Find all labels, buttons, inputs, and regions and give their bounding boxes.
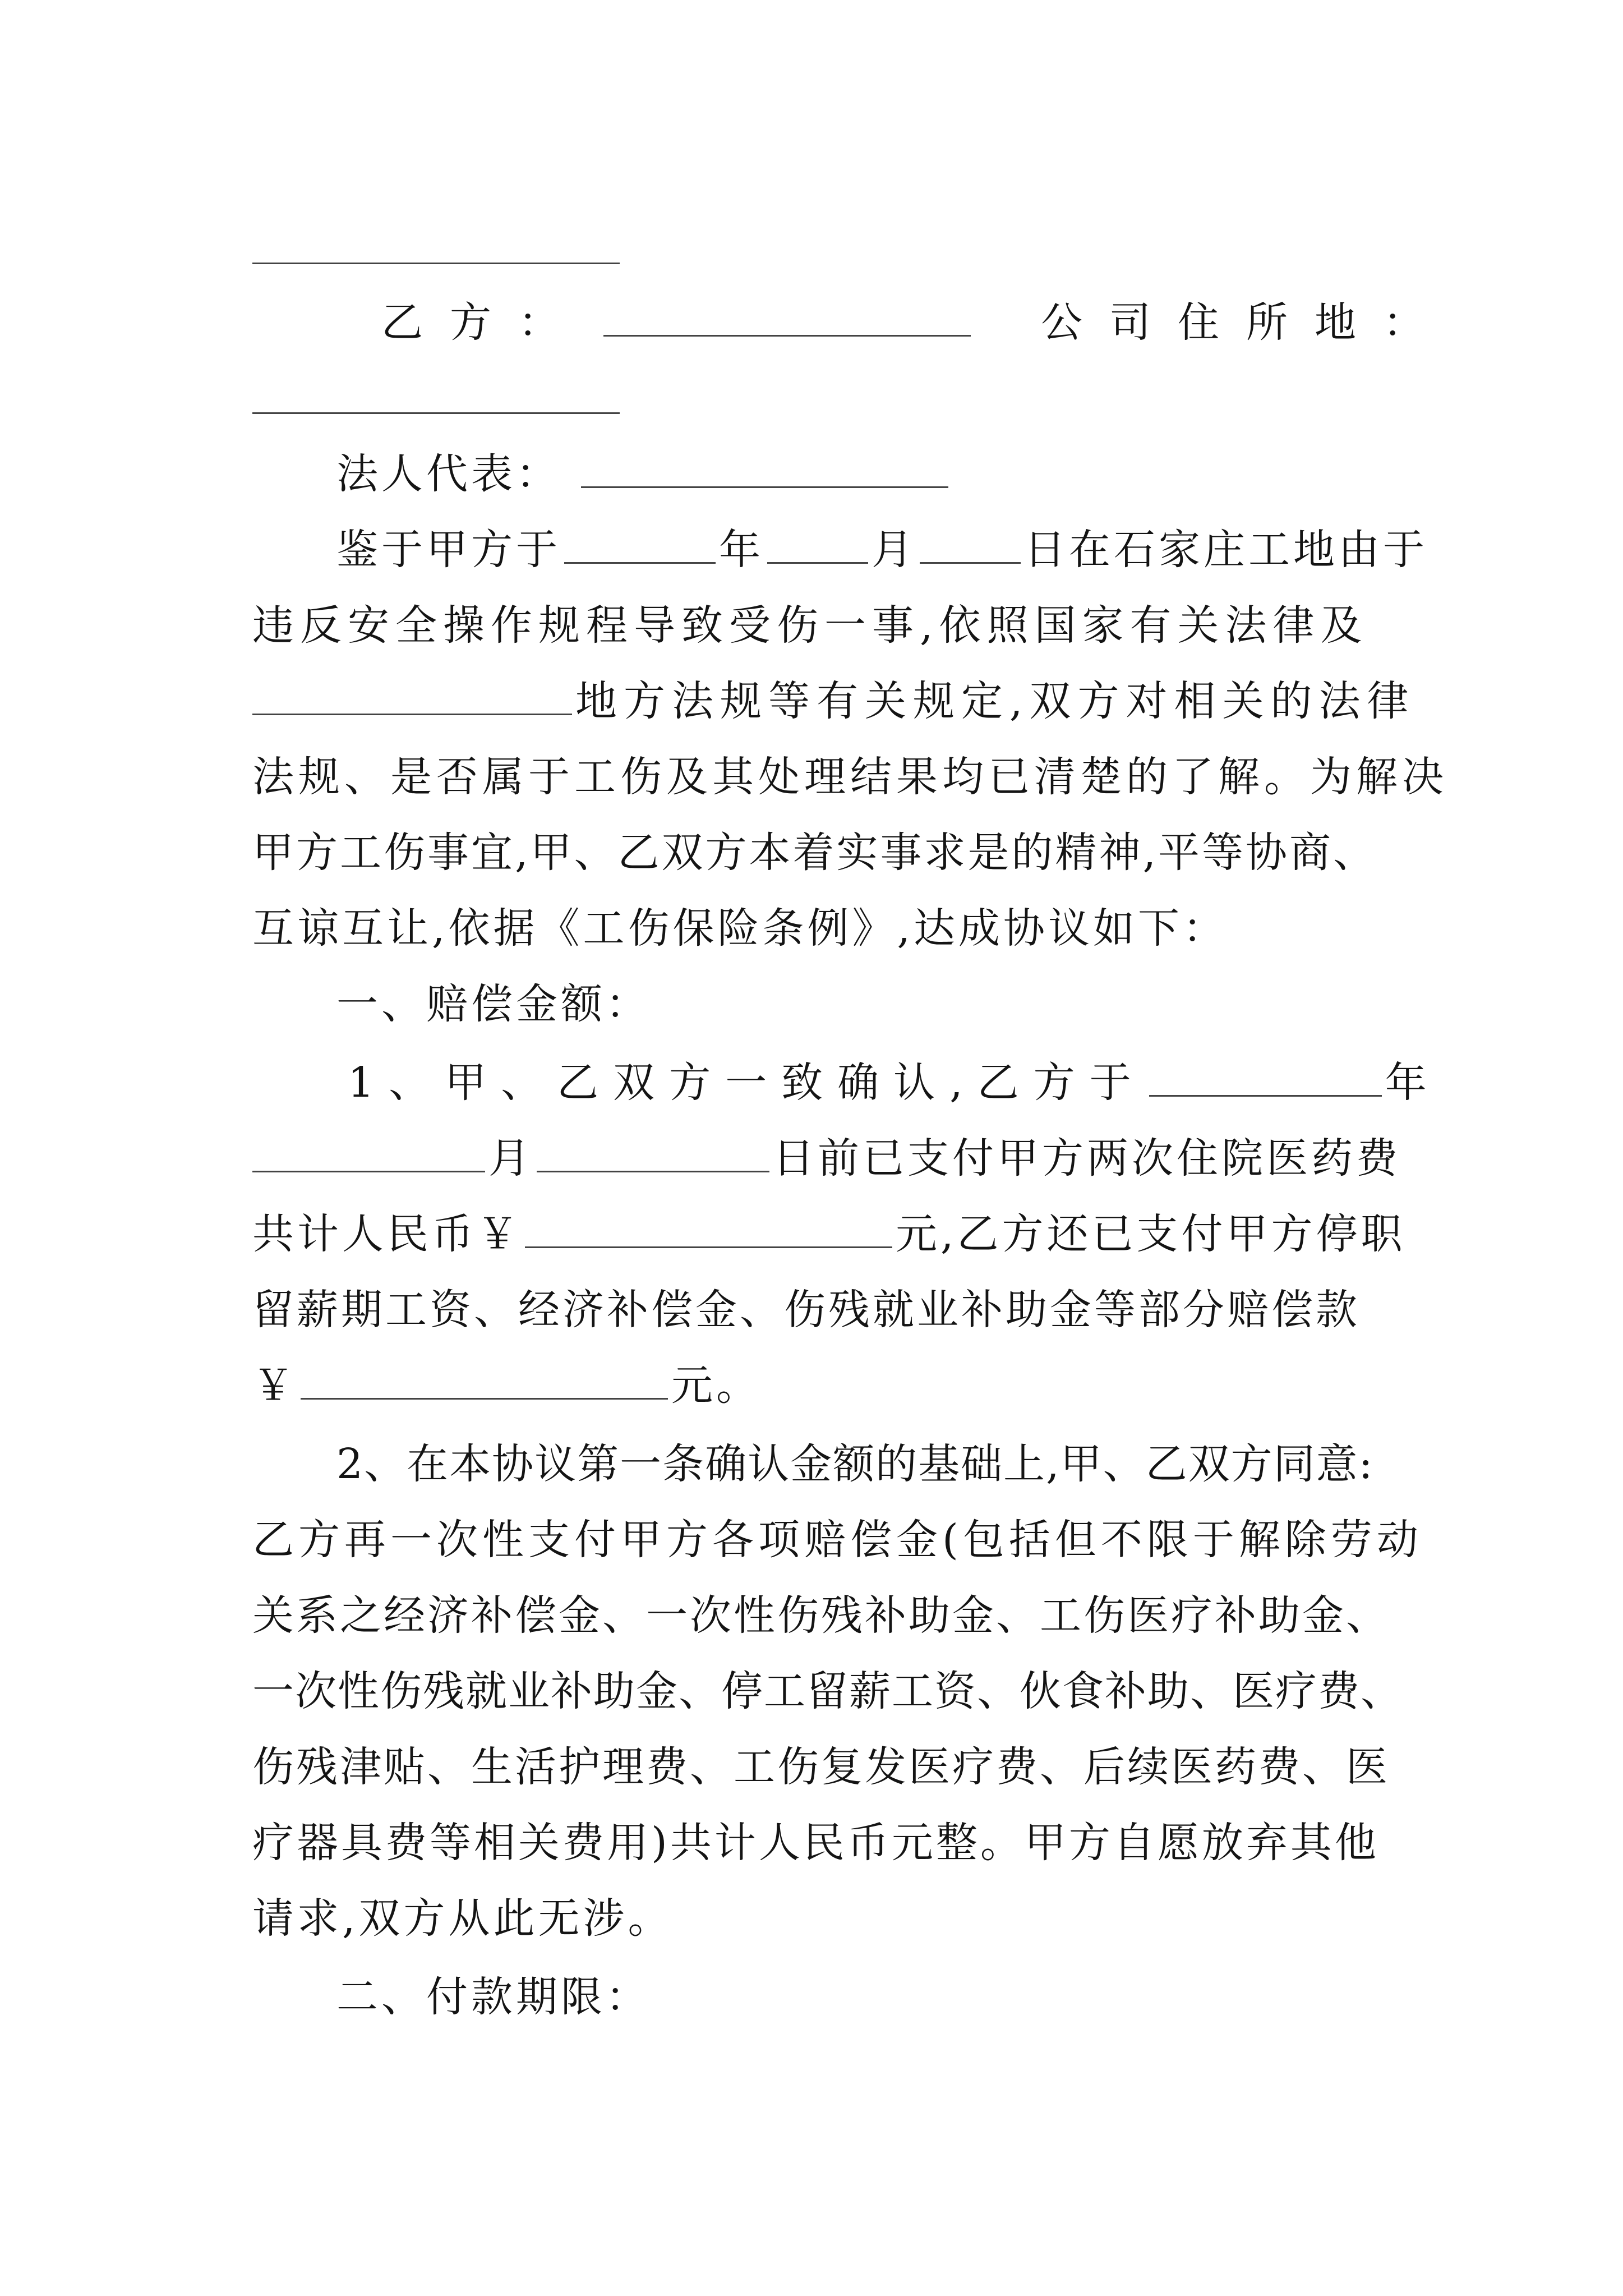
company-address-label: 公司住所地： (1041, 298, 1452, 347)
intro-day-blank[interactable] (920, 523, 1021, 564)
clause-1-text: 1、甲、乙双方一致确认,乙方于 (348, 1059, 1146, 1107)
party-b-label: 乙方： (381, 298, 587, 347)
intro-line1-suffix: 日在石家庄工地由于 (1024, 526, 1428, 574)
intro-region-blank[interactable] (252, 674, 572, 715)
intro-line-5 (252, 825, 1391, 881)
intro-line-2 (252, 597, 1391, 654)
clause-2-line2-text: 乙方再一次性支付甲方各项赔偿金(包括但不限于解除劳动 (252, 1516, 1423, 1564)
intro-line-6 (252, 900, 1391, 956)
section-1-title-text: 一、赔偿金额： (336, 980, 651, 1028)
clause-2-line5-text: 伤残津贴、生活护理费、工伤复发医疗费、后续医药费、医 (252, 1743, 1390, 1791)
clause-1-yen: ￥ (252, 1361, 297, 1410)
clause-2-line-1 (336, 1436, 1391, 1492)
legal-rep-label: 法人代表： (336, 450, 561, 498)
clause-2-line-2 (252, 1512, 1423, 1568)
section-2-title-text: 二、付款期限： (336, 1973, 651, 2021)
blank-line-top (252, 263, 620, 264)
clause-2-line6-text: 疗器具费等相关费用)共计人民币元整。甲方自愿放弃其他 (252, 1819, 1379, 1867)
clause-1-month-blank[interactable] (252, 1131, 485, 1172)
intro-line4-text: 法规、是否属于工伤及其处理结果均已清楚的了解。为解决 (252, 753, 1448, 801)
clause-2-line-3 (252, 1588, 1391, 1644)
clause-2-line-6 (252, 1815, 1391, 1871)
party-b-blank[interactable] (603, 296, 971, 337)
clause-1-line2-suffix: 日前已支付甲方两次住院医药费 (773, 1134, 1401, 1182)
clause-1-line4-text: 留薪期工资、经济补偿金、伤残就业补助金等部分赔偿款 (252, 1286, 1360, 1334)
clause-2-line-5 (252, 1739, 1391, 1795)
clause-1-line-5 (252, 1358, 1391, 1414)
intro-line6-text: 互谅互让,依据《工伤保险条例》,达成协议如下： (252, 904, 1228, 953)
clause-2-line4-text: 一次性伤残就业补助金、停工留薪工资、伙食补助、医疗费、 (252, 1667, 1403, 1715)
party-b-line (381, 295, 1452, 351)
intro-line2-text: 违反安全操作规程导致受伤一事,依照国家有关法律及 (252, 601, 1368, 650)
intro-month-blank[interactable] (767, 523, 868, 564)
intro-line-3 (252, 673, 1415, 729)
clause-2-line-7 (252, 1890, 1391, 1947)
legal-rep-line (336, 446, 1402, 502)
clause-1-year-label: 年 (1385, 1059, 1430, 1107)
intro-line-4 (252, 749, 1448, 805)
clause-1-yuan: 元。 (671, 1361, 761, 1410)
intro-line3-suffix: 地方法规等有关规定,双方对相关的法律 (575, 677, 1415, 725)
clause-1-day-blank[interactable] (537, 1131, 769, 1172)
clause-2-line7-text: 请求,双方从此无涉。 (252, 1894, 673, 1943)
intro-line-1 (336, 522, 1428, 578)
clause-1-line-2 (252, 1130, 1401, 1186)
clause-1-amount-blank[interactable] (525, 1207, 892, 1248)
intro-prefix: 鉴于甲方于 (336, 526, 561, 574)
company-address-blank (252, 412, 620, 414)
section-1-title (336, 976, 1475, 1032)
intro-line5-text: 甲方工伤事宜,甲、乙双方本着实事求是的精神,平等协商、 (252, 829, 1377, 877)
clause-1-comp-blank[interactable] (301, 1359, 668, 1400)
clause-1-line-1 (348, 1055, 1430, 1111)
clause-1-line-4 (252, 1282, 1391, 1338)
clause-2-line-4 (252, 1663, 1403, 1719)
intro-year-blank[interactable] (564, 523, 716, 564)
clause-2-line3-text: 关系之经济补偿金、一次性伤残补助金、工伤医疗补助金、 (252, 1591, 1390, 1640)
clause-1-line3-suffix: 元,乙方还已支付甲方停职 (896, 1210, 1406, 1258)
clause-1-line3-prefix: 共计人民币￥ (252, 1210, 522, 1258)
clause-2-line1-text: 2、在本协议第一条确认金额的基础上,甲、乙双方同意: (336, 1440, 1374, 1488)
intro-year-label: 年 (719, 526, 764, 574)
section-2-title (336, 1969, 1475, 2025)
clause-1-year-blank[interactable] (1149, 1056, 1382, 1097)
clause-1-month-label: 月 (488, 1134, 533, 1182)
clause-1-line-3 (252, 1206, 1406, 1262)
legal-rep-blank[interactable] (581, 447, 948, 488)
intro-month-label: 月 (872, 526, 916, 574)
